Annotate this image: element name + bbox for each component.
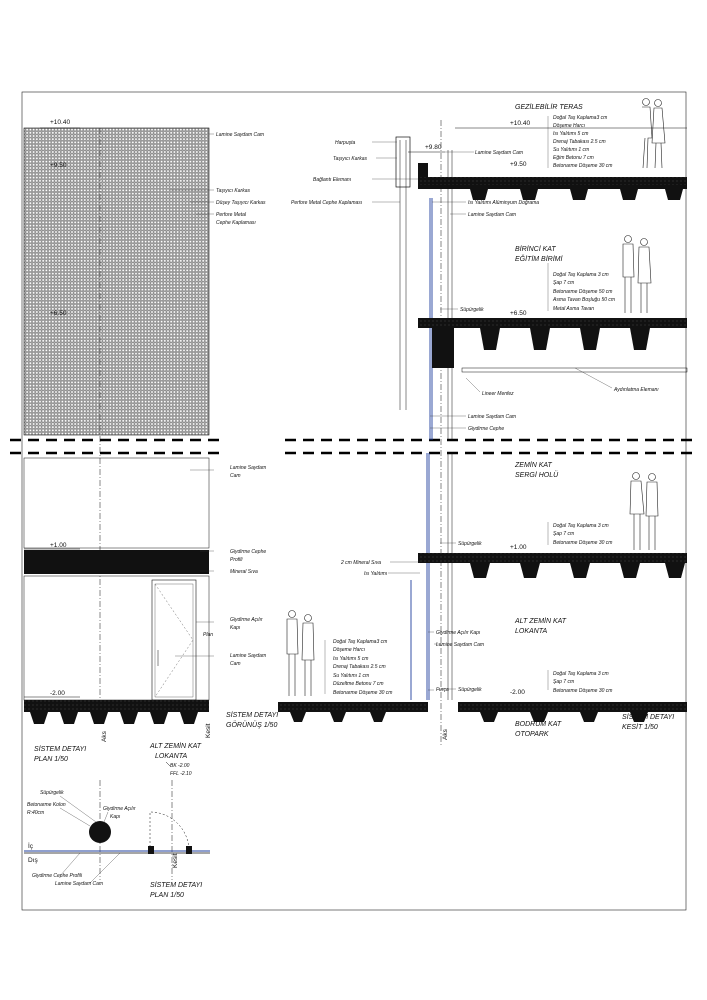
drawing-title: SİSTEM DETAYI (226, 712, 279, 719)
terrace-layer: Döşeme Harcı (553, 123, 585, 129)
elevation-label: Giydirme Açılır (230, 617, 263, 623)
first-floor-layer: Şap 7 cm (553, 280, 575, 286)
elevation-label: Lamine Saydam Cam (216, 132, 265, 138)
plan-label: R:40cm (27, 810, 45, 816)
terrace-layer: Doğal Taş Kaplama3 cm (553, 115, 608, 121)
drawing-title: SİSTEM DETAYI (622, 714, 675, 721)
space-title: EĞİTİM BİRİMİ (515, 256, 563, 263)
plan-label: İç (28, 843, 34, 850)
level-mark: +9.50 (510, 161, 527, 168)
section-label: Süpürgelik (458, 541, 482, 547)
section-label: Harpuşta (335, 140, 356, 146)
concrete-column (89, 821, 111, 843)
section-label: Furça (436, 687, 449, 693)
plan-label: Lamine Saydam Cam (55, 881, 104, 887)
first-floor-layer: Asma Tavan Boşluğu 50 cm (553, 297, 616, 303)
room-label: LOKANTA (155, 753, 188, 760)
axis-label: Kesit (205, 723, 212, 738)
elevation-label: Cam (230, 473, 241, 479)
elevation-door (152, 580, 196, 700)
space-title: BİRİNCİ KAT (515, 246, 556, 253)
parking-layer: Betonarme Döşeme 30 cm (553, 688, 613, 694)
mineral-plaster-band (24, 550, 209, 574)
basement-layer: Betonarme Döşeme 30 cm (333, 690, 393, 696)
terrace-layer: Drenaj Tabakası 2.5 cm (553, 139, 606, 145)
drawing-title: SİSTEM DETAYI (150, 882, 203, 889)
basement-layer: Doğal Taş Kaplama3 cm (333, 639, 388, 645)
parking-layer: Şap 7 cm (553, 679, 575, 685)
level-label: FFL -2.10 (170, 771, 192, 777)
elevation-label: Taşıyıcı Karkas (216, 188, 250, 194)
drawing-title: SİSTEM DETAYI (34, 746, 87, 753)
basement-layer: Drenaj Tabakası 2.5 cm (333, 664, 386, 670)
axis-label: Aks (442, 729, 449, 740)
section-label: Lamine Saydam Cam (468, 212, 517, 218)
terrace-layer: Betonarme Döşeme 30 cm (553, 163, 613, 169)
section-label: Isı Yalıtımı Alüminyum Doğrama (468, 200, 540, 206)
elevation-label: Düşey Taşıyıcı Karkas (216, 200, 266, 206)
room-label: ALT ZEMİN KAT (150, 743, 202, 750)
basement-layer: Isı Yalıtımı 5 cm (333, 656, 369, 662)
perforated-metal-panel (24, 128, 209, 435)
drawing-title: PLAN 1/50 (34, 756, 68, 763)
space-title: ALT ZEMİN KAT (515, 618, 567, 625)
axis-label: Kesit (172, 853, 179, 868)
elevation-label: Lamine Saydam (230, 653, 267, 659)
level-mark: +6.50 (510, 310, 527, 317)
space-title: SERGİ HOLÜ (515, 472, 559, 479)
level-mark: +10.40 (50, 119, 71, 126)
plan-label: Dış (28, 857, 38, 864)
level-mark: +10.40 (510, 120, 531, 127)
level-mark: +1.00 (50, 542, 67, 549)
section-label: 2 cm Mineral Sıva (341, 560, 382, 566)
terrace-layer: Isı Yalıtımı 5 cm (553, 131, 589, 137)
level-mark: -2.00 (50, 690, 65, 697)
level-mark: +1.00 (510, 544, 527, 551)
level-mark: +9.80 (425, 144, 442, 151)
section-drawing (278, 103, 687, 745)
basement-layer: Döşeme Harcı (333, 647, 365, 653)
elevation-label: Perfore Metal (216, 212, 247, 218)
level-mark: +9.50 (50, 162, 67, 169)
basement-layer: Su Yalıtımı 1 cm (333, 673, 370, 679)
elevation-drawing (24, 119, 266, 724)
first-floor-layer: Metal Asma Tavan (553, 306, 595, 312)
section-label: Giydirme Cephe (468, 426, 505, 432)
drawing-title: KESİT 1/50 (622, 724, 658, 731)
terrace-layer: Eğim Betonu 7 cm (553, 155, 594, 161)
level-mark: +6.50 (50, 310, 67, 317)
section-label: Bağlantı Elemanı (313, 177, 352, 183)
elevation-label: Cephe Kaplaması (216, 220, 256, 226)
section-label: Lamine Saydam Cam (436, 642, 485, 648)
elevation-label: Lamine Saydam (230, 465, 267, 471)
elevation-label: Giydirme Cephe (230, 549, 267, 555)
section-label: Lamine Saydam Cam (468, 414, 517, 420)
space-title: GEZİLEBİLİR TERAS (515, 104, 583, 111)
ground-floor-layer: Şap 7 cm (553, 531, 575, 537)
parking-layer: Doğal Taş Kaplama 3 cm (553, 671, 609, 677)
basement-layer: Düzeltme Betonu 7 cm (333, 681, 384, 687)
elevation-label: Profili (230, 557, 243, 563)
level-mark: -2.00 (510, 689, 525, 696)
plan-label: Giydirme Cephe Profili (32, 873, 83, 879)
level-label: BK -2.00 (170, 763, 190, 769)
space-title: ZEMİN KAT (515, 462, 552, 469)
terrace-layer: Su Yalıtımı 1 cm (553, 147, 590, 153)
section-label: Aydınlatma Elemanı (614, 387, 659, 393)
axis-label: Aks (101, 731, 108, 742)
elevation-label: Cam (230, 661, 241, 667)
section-label: Giydirme Açılır Kapı (436, 630, 481, 636)
plan-label: Giydirme Açılır (103, 806, 136, 812)
plan-label: Süpürgelik (40, 790, 64, 796)
drawing-title: PLAN 1/50 (150, 892, 184, 899)
drawing-title: GÖRÜNÜŞ 1/50 (226, 722, 278, 729)
space-title: OTOPARK (515, 731, 549, 738)
section-label: Süpürgelik (460, 307, 484, 313)
section-label: Lamine Saydam Cam (475, 150, 524, 156)
section-label: Taşıyıcı Karkas (333, 156, 367, 162)
space-title: BODRUM KAT (515, 721, 562, 728)
first-floor-layer: Betonarme Döşeme 50 cm (553, 289, 613, 295)
section-label: Süpürgelik (458, 687, 482, 693)
ground-floor-layer: Betonarme Döşeme 30 cm (553, 540, 613, 546)
plan-cut-label: Plan (203, 632, 214, 638)
plan-label: Betonarme Kolon (27, 802, 66, 808)
section-label: Lineer Menfez (482, 391, 514, 397)
break-lines (10, 440, 697, 453)
space-title: LOKANTA (515, 628, 548, 635)
first-floor-layer: Doğal Taş Kaplama 3 cm (553, 272, 609, 278)
elevation-label: Mineral Sıva (230, 569, 258, 575)
elevation-label: Kapı (230, 625, 241, 631)
section-label: Perfore Metal Cephe Kaplaması (291, 200, 363, 206)
ground-floor-layer: Doğal Taş Kaplama 3 cm (553, 523, 609, 529)
section-label: Isı Yalıtımı (364, 571, 388, 577)
plan-label: Kapı (110, 814, 121, 820)
